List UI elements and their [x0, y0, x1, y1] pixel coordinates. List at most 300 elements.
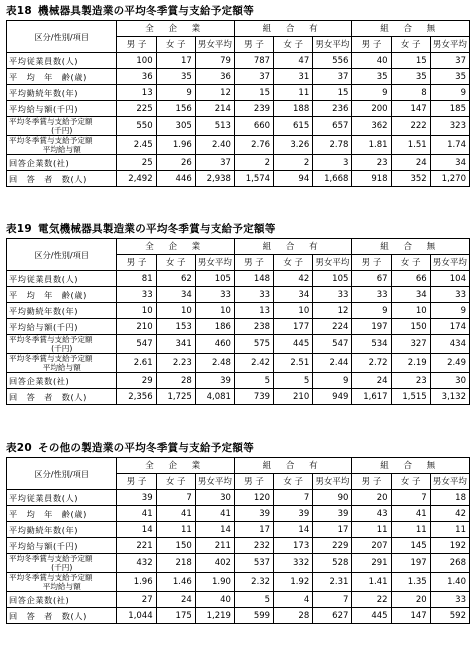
group-header: 組 合 無: [352, 458, 470, 474]
row-label-line1: 平均冬季賞与支給予定額: [9, 335, 93, 344]
cell-value: 33: [430, 287, 469, 303]
cell-value: 41: [195, 506, 234, 522]
cell-value: 188: [274, 101, 313, 117]
corner-header: 区分/性別/項目: [7, 239, 117, 271]
cell-value: 33: [352, 287, 391, 303]
cell-value: 37: [195, 155, 234, 171]
cell-value: 15: [234, 85, 273, 101]
cell-value: 173: [274, 538, 313, 554]
row-label: [7, 573, 117, 592]
row-label-line1: 平均勤続年数(年): [9, 87, 79, 98]
table-row: [7, 303, 470, 319]
cell-value: 2.23: [156, 354, 195, 373]
cell-value: 268: [430, 554, 469, 573]
row-label-line1: 平 均 年 齢(歳): [9, 508, 87, 519]
data-table: [6, 20, 470, 187]
cell-value: 229: [313, 538, 352, 554]
column-header: 男 子: [234, 37, 273, 53]
row-label-line1: 平均従業員数(人): [9, 273, 79, 284]
table-row: [7, 389, 470, 405]
cell-value: 147: [391, 101, 430, 117]
cell-value: 225: [117, 101, 156, 117]
cell-value: 1.74: [430, 136, 469, 155]
row-label: [7, 592, 117, 608]
cell-value: 9: [430, 85, 469, 101]
cell-value: 1.96: [117, 573, 156, 592]
table-row: [7, 592, 470, 608]
cell-value: 2.31: [313, 573, 352, 592]
cell-value: 323: [430, 117, 469, 136]
column-header: 男女平均: [195, 37, 234, 53]
cell-value: 62: [156, 271, 195, 287]
column-header: 男 子: [117, 255, 156, 271]
row-label-line2: 平均給与額: [42, 145, 81, 154]
corner-header: 区分/性別/項目: [7, 21, 117, 53]
cell-value: 446: [156, 171, 195, 187]
group-header: 組 合 有: [234, 239, 351, 255]
cell-value: 2.48: [195, 354, 234, 373]
row-label: [7, 608, 117, 624]
cell-value: 222: [391, 117, 430, 136]
cell-value: 197: [391, 554, 430, 573]
group-header: 全 企 業: [117, 239, 234, 255]
cell-value: 238: [234, 319, 273, 335]
table-number: 表19: [6, 223, 33, 235]
cell-value: 1.90: [195, 573, 234, 592]
cell-value: 28: [274, 608, 313, 624]
cell-value: 30: [195, 490, 234, 506]
cell-value: 156: [156, 101, 195, 117]
row-label-line1: 回 答 者 数(人): [9, 173, 87, 184]
cell-value: 39: [313, 506, 352, 522]
cell-value: 17: [156, 53, 195, 69]
cell-value: 174: [430, 319, 469, 335]
column-header: 男 子: [352, 255, 391, 271]
cell-value: 47: [274, 53, 313, 69]
cell-value: 11: [430, 522, 469, 538]
row-label: [7, 136, 117, 155]
header-row-groups: [7, 239, 470, 255]
cell-value: 327: [391, 335, 430, 354]
cell-value: 2,938: [195, 171, 234, 187]
cell-value: 224: [313, 319, 352, 335]
cell-value: 575: [234, 335, 273, 354]
cell-value: 28: [156, 373, 195, 389]
cell-value: 787: [234, 53, 273, 69]
cell-value: 177: [274, 319, 313, 335]
table-title: [6, 3, 470, 20]
row-label: [7, 287, 117, 303]
table-row: [7, 538, 470, 554]
cell-value: 1.92: [274, 573, 313, 592]
cell-value: 528: [313, 554, 352, 573]
cell-value: 35: [430, 69, 469, 85]
cell-value: 7: [274, 490, 313, 506]
cell-value: 10: [391, 303, 430, 319]
row-label: [7, 69, 117, 85]
column-header: 男女平均: [195, 255, 234, 271]
row-label: [7, 101, 117, 117]
cell-value: 2.76: [234, 136, 273, 155]
cell-value: 13: [234, 303, 273, 319]
cell-value: 33: [313, 287, 352, 303]
cell-value: 15: [313, 85, 352, 101]
table-row: [7, 354, 470, 373]
cell-value: 34: [430, 155, 469, 171]
row-label-line2: (千円): [51, 563, 73, 572]
cell-value: 94: [274, 171, 313, 187]
cell-value: 445: [352, 608, 391, 624]
cell-value: 2.19: [391, 354, 430, 373]
table-title-text: 電気機械器具製造業の平均冬季賞与支給予定額等: [38, 223, 276, 235]
column-header: 男 子: [234, 474, 273, 490]
cell-value: 150: [391, 319, 430, 335]
column-header: 女 子: [274, 37, 313, 53]
column-header: 男女平均: [313, 255, 352, 271]
cell-value: 513: [195, 117, 234, 136]
cell-value: 34: [391, 287, 430, 303]
cell-value: 739: [234, 389, 273, 405]
cell-value: 2.78: [313, 136, 352, 155]
cell-value: 26: [156, 155, 195, 171]
cell-value: 37: [430, 53, 469, 69]
cell-value: 218: [156, 554, 195, 573]
cell-value: 291: [352, 554, 391, 573]
column-header: 女 子: [274, 255, 313, 271]
column-header: 女 子: [156, 474, 195, 490]
cell-value: 10: [195, 303, 234, 319]
cell-value: 592: [430, 608, 469, 624]
table-row: [7, 53, 470, 69]
cell-value: 211: [195, 538, 234, 554]
cell-value: 1,270: [430, 171, 469, 187]
cell-value: 13: [117, 85, 156, 101]
cell-value: 11: [156, 522, 195, 538]
section-table20: [6, 440, 470, 624]
cell-value: 11: [274, 85, 313, 101]
cell-value: 547: [117, 335, 156, 354]
cell-value: 341: [156, 335, 195, 354]
row-label: [7, 335, 117, 354]
row-label-line2: (千円): [51, 126, 73, 135]
cell-value: 41: [391, 506, 430, 522]
cell-value: 186: [195, 319, 234, 335]
row-label-line1: 平均冬季賞与支給予定額: [9, 354, 93, 363]
section-table18: [6, 3, 470, 187]
row-label-line1: 平均勤続年数(年): [9, 524, 79, 535]
cell-value: 1,617: [352, 389, 391, 405]
cell-value: 42: [430, 506, 469, 522]
group-header: 組 合 無: [352, 239, 470, 255]
cell-value: 2,356: [117, 389, 156, 405]
row-label-line2: 平均給与額: [42, 363, 81, 372]
cell-value: 33: [195, 287, 234, 303]
cell-value: 15: [391, 53, 430, 69]
column-header: 男 子: [117, 37, 156, 53]
cell-value: 200: [352, 101, 391, 117]
cell-value: 537: [234, 554, 273, 573]
table-title: [6, 440, 470, 457]
cell-value: 2,492: [117, 171, 156, 187]
row-label-line1: 回 答 者 数(人): [9, 391, 87, 402]
cell-value: 210: [274, 389, 313, 405]
cell-value: 660: [234, 117, 273, 136]
row-label-line1: 平均冬季賞与支給予定額: [9, 573, 93, 582]
column-header: 男女平均: [195, 474, 234, 490]
cell-value: 434: [430, 335, 469, 354]
row-label: [7, 554, 117, 573]
row-label-line1: 回答企業数(社): [9, 375, 70, 386]
cell-value: 34: [274, 287, 313, 303]
group-header: 組 合 無: [352, 21, 470, 37]
cell-value: 41: [156, 506, 195, 522]
cell-value: 145: [391, 538, 430, 554]
cell-value: 657: [313, 117, 352, 136]
table-row: [7, 608, 470, 624]
cell-value: 221: [117, 538, 156, 554]
cell-value: 432: [117, 554, 156, 573]
cell-value: 2: [234, 155, 273, 171]
column-header: 女 子: [391, 37, 430, 53]
cell-value: 90: [313, 490, 352, 506]
cell-value: 39: [274, 506, 313, 522]
cell-value: 14: [195, 522, 234, 538]
row-label-line1: 回答企業数(社): [9, 157, 70, 168]
header-row-groups: [7, 458, 470, 474]
table-row: [7, 373, 470, 389]
cell-value: 918: [352, 171, 391, 187]
cell-value: 37: [234, 69, 273, 85]
cell-value: 232: [234, 538, 273, 554]
cell-value: 1.40: [430, 573, 469, 592]
table-row: [7, 573, 470, 592]
group-header: 全 企 業: [117, 458, 234, 474]
table-row: [7, 101, 470, 117]
cell-value: 33: [117, 287, 156, 303]
table-row: [7, 335, 470, 354]
row-label: [7, 303, 117, 319]
row-label-line1: 平均勤続年数(年): [9, 305, 79, 316]
cell-value: 556: [313, 53, 352, 69]
cell-value: 460: [195, 335, 234, 354]
cell-value: 1,574: [234, 171, 273, 187]
table-row: [7, 155, 470, 171]
column-header: 男女平均: [430, 37, 469, 53]
cell-value: 40: [195, 592, 234, 608]
cell-value: 39: [117, 490, 156, 506]
cell-value: 9: [156, 85, 195, 101]
cell-value: 23: [352, 155, 391, 171]
cell-value: 81: [117, 271, 156, 287]
table-row: [7, 136, 470, 155]
row-label: [7, 271, 117, 287]
cell-value: 210: [117, 319, 156, 335]
row-label: [7, 117, 117, 136]
cell-value: 9: [313, 373, 352, 389]
cell-value: 35: [352, 69, 391, 85]
table-title: [6, 221, 470, 238]
row-label: [7, 171, 117, 187]
cell-value: 10: [156, 303, 195, 319]
cell-value: 185: [430, 101, 469, 117]
cell-value: 197: [352, 319, 391, 335]
cell-value: 1.35: [391, 573, 430, 592]
section-table19: [6, 221, 470, 405]
column-header: 女 子: [156, 255, 195, 271]
table-row: [7, 554, 470, 573]
cell-value: 236: [313, 101, 352, 117]
cell-value: 2.45: [117, 136, 156, 155]
cell-value: 4,081: [195, 389, 234, 405]
table-row: [7, 490, 470, 506]
cell-value: 17: [313, 522, 352, 538]
column-header: 女 子: [156, 37, 195, 53]
data-table: [6, 238, 470, 405]
cell-value: 1.46: [156, 573, 195, 592]
cell-value: 3: [313, 155, 352, 171]
cell-value: 7: [391, 490, 430, 506]
cell-value: 36: [195, 69, 234, 85]
cell-value: 20: [391, 592, 430, 608]
row-label-line1: 平均給与額(千円): [9, 540, 79, 551]
cell-value: 352: [391, 171, 430, 187]
row-label-line1: 平均冬季賞与支給予定額: [9, 554, 93, 563]
table-row: [7, 319, 470, 335]
cell-value: 2.61: [117, 354, 156, 373]
cell-value: 79: [195, 53, 234, 69]
cell-value: 7: [313, 592, 352, 608]
cell-value: 2.49: [430, 354, 469, 373]
cell-value: 1,668: [313, 171, 352, 187]
cell-value: 9: [352, 85, 391, 101]
cell-value: 10: [117, 303, 156, 319]
cell-value: 9: [430, 303, 469, 319]
cell-value: 66: [391, 271, 430, 287]
cell-value: 1,515: [391, 389, 430, 405]
cell-value: 2.72: [352, 354, 391, 373]
cell-value: 550: [117, 117, 156, 136]
cell-value: 305: [156, 117, 195, 136]
cell-value: 3.26: [274, 136, 313, 155]
cell-value: 39: [234, 506, 273, 522]
row-label-line1: 平均従業員数(人): [9, 492, 79, 503]
cell-value: 105: [195, 271, 234, 287]
table-row: [7, 287, 470, 303]
column-header: 男女平均: [430, 474, 469, 490]
table-title-text: その他の製造業の平均冬季賞与支給予定額等: [38, 442, 255, 454]
column-header: 女 子: [391, 474, 430, 490]
column-header: 男女平均: [313, 474, 352, 490]
table-row: [7, 522, 470, 538]
cell-value: 14: [117, 522, 156, 538]
cell-value: 14: [274, 522, 313, 538]
group-header: 組 合 有: [234, 21, 351, 37]
cell-value: 1.81: [352, 136, 391, 155]
row-label-line1: 平均冬季賞与支給予定額: [9, 117, 93, 126]
cell-value: 34: [156, 287, 195, 303]
cell-value: 207: [352, 538, 391, 554]
cell-value: 35: [156, 69, 195, 85]
row-label-line1: 平 均 年 齢(歳): [9, 289, 87, 300]
cell-value: 3,132: [430, 389, 469, 405]
cell-value: 29: [117, 373, 156, 389]
row-label: [7, 319, 117, 335]
cell-value: 41: [117, 506, 156, 522]
cell-value: 25: [117, 155, 156, 171]
cell-value: 2.32: [234, 573, 273, 592]
cell-value: 9: [352, 303, 391, 319]
row-label: [7, 389, 117, 405]
cell-value: 24: [352, 373, 391, 389]
row-label-line1: 平均給与額(千円): [9, 103, 79, 114]
cell-value: 150: [156, 538, 195, 554]
cell-value: 10: [274, 303, 313, 319]
cell-value: 33: [234, 287, 273, 303]
cell-value: 547: [313, 335, 352, 354]
row-label-line1: 平均冬季賞与支給予定額: [9, 136, 93, 145]
cell-value: 104: [430, 271, 469, 287]
cell-value: 175: [156, 608, 195, 624]
cell-value: 8: [391, 85, 430, 101]
cell-value: 1.41: [352, 573, 391, 592]
cell-value: 11: [352, 522, 391, 538]
table-number: 表18: [6, 5, 33, 17]
row-label-line1: 平均給与額(千円): [9, 321, 79, 332]
group-header: 組 合 有: [234, 458, 351, 474]
header-row-groups: [7, 21, 470, 37]
cell-value: 105: [313, 271, 352, 287]
column-header: 男 子: [352, 474, 391, 490]
data-table: [6, 457, 470, 624]
cell-value: 5: [234, 592, 273, 608]
column-header: 男 子: [234, 255, 273, 271]
cell-value: 2.42: [234, 354, 273, 373]
row-label-line1: 回 答 者 数(人): [9, 610, 87, 621]
cell-value: 35: [391, 69, 430, 85]
cell-value: 2.51: [274, 354, 313, 373]
table-row: [7, 85, 470, 101]
cell-value: 239: [234, 101, 273, 117]
cell-value: 2: [274, 155, 313, 171]
cell-value: 7: [156, 490, 195, 506]
cell-value: 33: [430, 592, 469, 608]
column-header: 男女平均: [430, 255, 469, 271]
cell-value: 39: [195, 373, 234, 389]
row-label-line1: 回答企業数(社): [9, 594, 70, 605]
cell-value: 2.44: [313, 354, 352, 373]
cell-value: 4: [274, 592, 313, 608]
column-header: 男 子: [117, 474, 156, 490]
cell-value: 22: [352, 592, 391, 608]
table-row: [7, 117, 470, 136]
cell-value: 24: [156, 592, 195, 608]
cell-value: 18: [430, 490, 469, 506]
cell-value: 402: [195, 554, 234, 573]
row-label-line2: (千円): [51, 344, 73, 353]
cell-value: 949: [313, 389, 352, 405]
cell-value: 148: [234, 271, 273, 287]
cell-value: 42: [274, 271, 313, 287]
row-label-line1: 平 均 年 齢(歳): [9, 71, 87, 82]
column-header: 女 子: [274, 474, 313, 490]
cell-value: 147: [391, 608, 430, 624]
cell-value: 12: [195, 85, 234, 101]
row-label-line2: 平均給与額: [42, 582, 81, 591]
cell-value: 30: [430, 373, 469, 389]
cell-value: 31: [274, 69, 313, 85]
cell-value: 362: [352, 117, 391, 136]
table-number: 表20: [6, 442, 33, 454]
